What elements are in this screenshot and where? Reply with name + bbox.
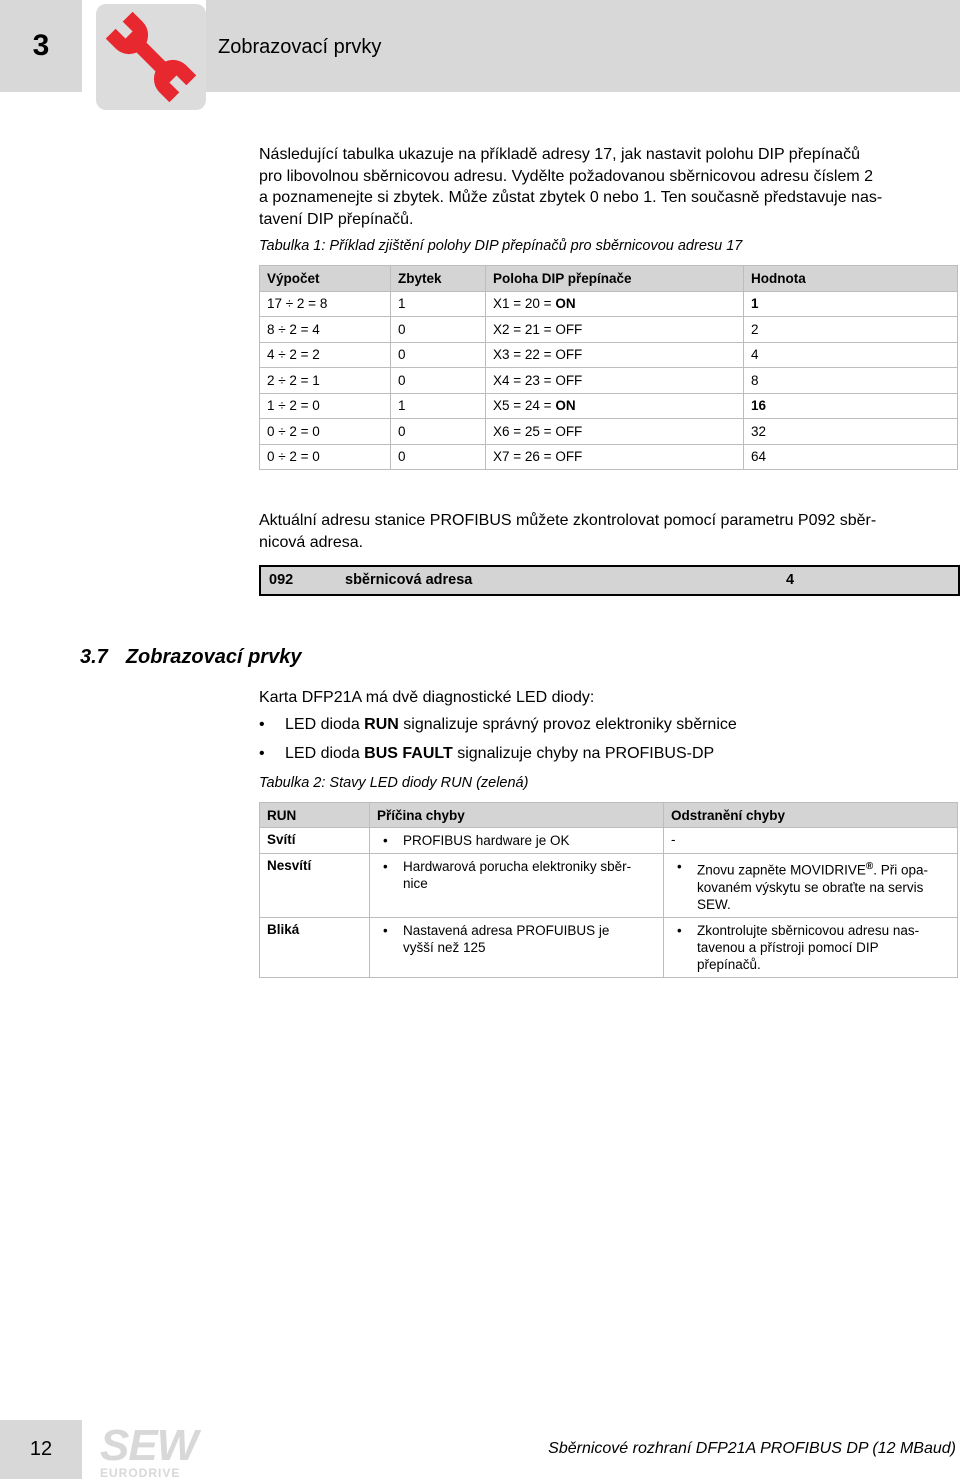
calc-cell: 0 ÷ 2 = 0 xyxy=(260,444,391,470)
column-header: Zbytek xyxy=(391,266,486,292)
error-cause: • PROFIBUS hardware je OK xyxy=(377,832,656,849)
chapter-number: 3 xyxy=(0,0,82,92)
column-header: Poloha DIP přepínače xyxy=(486,266,744,292)
wrench-icon xyxy=(96,4,206,110)
led-state: Bliká xyxy=(260,917,370,977)
remainder-cell: 0 xyxy=(391,368,486,394)
column-header: Příčina chyby xyxy=(370,803,664,828)
error-fix: • Znovu zapněte MOVIDRIVE®. Při opa- kovaném výskytu se obraťte na servis SEW. xyxy=(671,858,950,913)
calc-cell: 4 ÷ 2 = 2 xyxy=(260,342,391,368)
value-cell: 64 xyxy=(744,444,958,470)
dip-position-cell: X7 = 26 = OFF xyxy=(486,444,744,470)
dip-state: OFF xyxy=(555,423,583,439)
value-cell: 16 xyxy=(744,393,958,419)
parameter-value: 4 xyxy=(786,572,795,588)
bullet-text: LED dioda xyxy=(285,716,365,733)
table-row xyxy=(260,828,958,854)
bullet-text: signalizuje chyby na PROFIBUS-DP xyxy=(452,745,715,762)
calc-cell: 17 ÷ 2 = 8 xyxy=(260,291,391,317)
column-header: RUN xyxy=(260,803,370,828)
logo-subtext: EURODRIVE xyxy=(100,1466,181,1480)
error-cause: • Nastavená adresa PROFUIBUS je vyšší než 125 xyxy=(377,922,656,956)
bullet-bold: BUS FAULT xyxy=(364,745,453,762)
bullet-text: signalizuje správný provoz elektroniky sběrnice xyxy=(398,716,737,733)
bullet-bold: RUN xyxy=(364,716,399,733)
parameter-name: sběrnicová adresa xyxy=(345,572,473,588)
page-title: Zobrazovací prvky xyxy=(218,36,382,58)
value-cell: 8 xyxy=(744,368,958,394)
table-row xyxy=(260,854,958,918)
value-cell: 1 xyxy=(744,291,958,317)
remainder-cell: 0 xyxy=(391,444,486,470)
remainder-cell: 0 xyxy=(391,342,486,368)
footer-title: Sběrnicové rozhraní DFP21A PROFIBUS DP (12 MBaud) xyxy=(548,1440,956,1457)
sew-logo xyxy=(100,1421,198,1480)
address-line: Aktuální adresu stanice PROFIBUS můžete zkontrolovat pomocí parametru P092 sběr- xyxy=(259,512,877,529)
page-number: 12 xyxy=(0,1420,82,1479)
table2-caption: Tabulka 2: Stavy LED diody RUN (zelená) xyxy=(259,775,529,791)
section-intro: Karta DFP21A má dvě diagnostické LED diody: xyxy=(259,689,595,706)
remainder-cell: 1 xyxy=(391,291,486,317)
dip-position-cell: X4 = 23 = OFF xyxy=(486,368,744,394)
dip-state: OFF xyxy=(555,321,583,337)
dip-position-cell: X2 = 21 = OFF xyxy=(486,317,744,343)
led-state: Svítí xyxy=(260,828,370,854)
calc-cell: 1 ÷ 2 = 0 xyxy=(260,393,391,419)
table-header-row xyxy=(260,266,958,292)
value-cell: 2 xyxy=(744,317,958,343)
parameter-number: 092 xyxy=(269,572,294,588)
bullet-text: LED dioda xyxy=(285,745,365,762)
intro-line: pro libovolnou sběrnicovou adresu. Vydělte požadovanou sběrnicovou adresu číslem 2 xyxy=(259,167,874,185)
dip-state: ON xyxy=(555,296,576,312)
error-cause: • Hardwarová porucha elektroniky sběr- nice xyxy=(377,858,656,892)
remainder-cell: 0 xyxy=(391,419,486,445)
intro-line: a poznamenejte si zbytek. Může zůstat zbytek 0 nebo 1. Ten současně představuje nas- xyxy=(259,189,883,207)
led-status-table xyxy=(259,802,958,978)
table-row xyxy=(260,317,958,343)
intro-line: tavení DIP přepínačů. xyxy=(259,211,414,229)
led-state: Nesvítí xyxy=(260,854,370,918)
table-row xyxy=(260,917,958,977)
logo-text: SEW xyxy=(100,1421,198,1470)
table-row xyxy=(260,393,958,419)
table-row xyxy=(260,368,958,394)
address-paragraph xyxy=(259,510,959,553)
error-fix: - xyxy=(664,828,958,854)
dip-state: ON xyxy=(555,398,576,414)
remainder-cell: 0 xyxy=(391,317,486,343)
section-heading xyxy=(80,646,301,669)
calc-cell: 0 ÷ 2 = 0 xyxy=(260,419,391,445)
dip-position-cell: X3 = 22 = OFF xyxy=(486,342,744,368)
calc-cell: 2 ÷ 2 = 1 xyxy=(260,368,391,394)
error-fix: • Zkontrolujte sběrnicovou adresu nas- tavenou a přístroji pomocí DIP přepínačů. xyxy=(671,922,950,973)
address-line: nicová adresa. xyxy=(259,533,364,551)
table-row xyxy=(260,444,958,470)
table-header-row xyxy=(260,803,958,828)
dip-state: OFF xyxy=(555,347,583,363)
parameter-box xyxy=(259,565,960,596)
dip-state: OFF xyxy=(555,372,583,388)
dip-position-cell: X1 = 20 = ON xyxy=(486,291,744,317)
table-row xyxy=(260,291,958,317)
calc-cell: 8 ÷ 2 = 4 xyxy=(260,317,391,343)
section-number: 3.7 xyxy=(80,646,108,668)
dip-position-cell: X6 = 25 = OFF xyxy=(486,419,744,445)
table-row xyxy=(260,342,958,368)
value-cell: 4 xyxy=(744,342,958,368)
intro-line: Následující tabulka ukazuje na příkladě adresy 17, jak nastavit polohu DIP přepínačů xyxy=(259,146,860,163)
section-title: Zobrazovací prvky xyxy=(125,646,302,668)
column-header: Výpočet xyxy=(260,266,391,292)
remainder-cell: 1 xyxy=(391,393,486,419)
dip-position-cell: X5 = 24 = ON xyxy=(486,393,744,419)
value-cell: 32 xyxy=(744,419,958,445)
column-header: Odstranění chyby xyxy=(664,803,958,828)
dip-switch-table xyxy=(259,265,958,470)
table-row xyxy=(260,419,958,445)
column-header: Hodnota xyxy=(744,266,958,292)
table1-caption: Tabulka 1: Příklad zjištění polohy DIP přepínačů pro sběrnicovou adresu 17 xyxy=(259,238,743,254)
dip-state: OFF xyxy=(555,449,583,465)
intro-paragraph xyxy=(259,144,959,231)
